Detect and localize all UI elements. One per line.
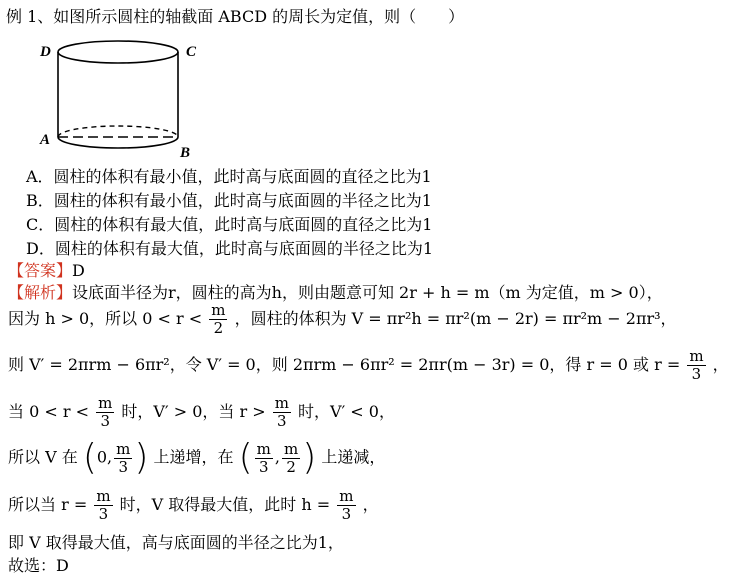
analysis-tag: 【解析】 bbox=[8, 283, 73, 302]
option-a: A．圆柱的体积有最小值，此时高与底面圆的直径之比为1 bbox=[26, 167, 432, 186]
answer-value: D bbox=[72, 261, 85, 280]
analysis-text-6a: 所以当 r = bbox=[8, 495, 88, 514]
analysis-line-3 bbox=[8, 348, 729, 383]
answer-tag: 【答案】 bbox=[8, 261, 73, 280]
analysis-line-6 bbox=[8, 488, 379, 523]
analysis-text-2a: 因为 h > 0，所以 0 < r < bbox=[8, 309, 203, 328]
interval-comma: , bbox=[274, 447, 280, 467]
top-ellipse bbox=[58, 41, 178, 63]
analysis-text-4c: 时，V′ < 0， bbox=[298, 402, 395, 421]
bottom-back-arc bbox=[58, 126, 178, 137]
label-b: B bbox=[180, 145, 191, 160]
question-title: 例 1、如图所示圆柱的轴截面 ABCD 的周长为定值，则（ ） bbox=[6, 7, 465, 26]
analysis-text-6b: 时，V 取得最大值，此时 h = bbox=[119, 495, 331, 514]
analysis-text-5c: 上递减， bbox=[321, 447, 386, 467]
fraction-m-over-3: $\frac{m}{3}$ bbox=[96, 487, 111, 523]
fraction-m-over-3: $\frac{m}{3}$ bbox=[98, 394, 113, 430]
analysis-line-8: 故选：D bbox=[8, 556, 69, 575]
fraction-m-over-3: $\frac{m}{3}$ bbox=[256, 439, 271, 476]
analysis-line-4 bbox=[8, 395, 395, 430]
cylinder-figure bbox=[30, 32, 200, 160]
analysis-text-5b: 上递增，在 bbox=[153, 447, 234, 467]
analysis-line-1 bbox=[8, 280, 663, 303]
analysis-line-5 bbox=[8, 437, 386, 478]
fraction-m-over-2: $\frac{m}{2}$ bbox=[211, 301, 226, 337]
right-paren: ) bbox=[302, 437, 317, 478]
analysis-text-6c: ， bbox=[362, 495, 379, 514]
fraction-m-over-2: $\frac{m}{2}$ bbox=[284, 439, 299, 476]
analysis-text-4a: 当 0 < r < bbox=[8, 402, 89, 421]
left-paren: ( bbox=[238, 437, 253, 478]
option-c: C．圆柱的体积有最大值，此时高与底面圆的直径之比为1 bbox=[26, 215, 433, 234]
analysis-text-2b: ，圆柱的体积为 V = πr²h = πr²(m − 2r) = πr²m − 2πr³， bbox=[234, 309, 677, 328]
option-b: B．圆柱的体积有最小值，此时高与底面圆的半径之比为1 bbox=[26, 191, 432, 210]
fraction-m-over-3: $\frac{m}{3}$ bbox=[274, 394, 289, 430]
analysis-text-3b: ， bbox=[712, 355, 729, 374]
answer-line bbox=[8, 258, 85, 281]
fraction-m-over-3: $\frac{m}{3}$ bbox=[339, 487, 354, 523]
label-d: D bbox=[40, 44, 51, 60]
analysis-line-2 bbox=[8, 302, 677, 337]
left-paren: ( bbox=[82, 437, 97, 478]
analysis-text-1: 设底面半径为r，圆柱的高为h，则由题意可知 2r + h = m（m 为定值，m > 0）， bbox=[72, 283, 663, 302]
right-paren: ) bbox=[134, 437, 149, 478]
fraction-m-over-3: $\frac{m}{3}$ bbox=[116, 439, 131, 476]
fraction-m-over-3: $\frac{m}{3}$ bbox=[689, 347, 704, 383]
interval-start: 0, bbox=[96, 447, 113, 467]
analysis-line-7: 即 V 取得最大值，高与底面圆的半径之比为1， bbox=[8, 533, 344, 552]
option-d: D．圆柱的体积有最大值，此时高与底面圆的半径之比为1 bbox=[26, 239, 434, 258]
analysis-text-3a: 则 V′ = 2πrm − 6πr²，令 V′ = 0，则 2πrm − 6πr² = 2πr(m − 3r) = 0，得 r = 0 或 r = bbox=[8, 355, 681, 374]
analysis-text-5a: 所以 V 在 bbox=[8, 447, 78, 467]
label-c: C bbox=[186, 44, 197, 60]
label-a: A bbox=[40, 132, 51, 148]
bottom-front-arc bbox=[58, 137, 178, 148]
analysis-text-4b: 时，V′ > 0，当 r > bbox=[121, 402, 266, 421]
